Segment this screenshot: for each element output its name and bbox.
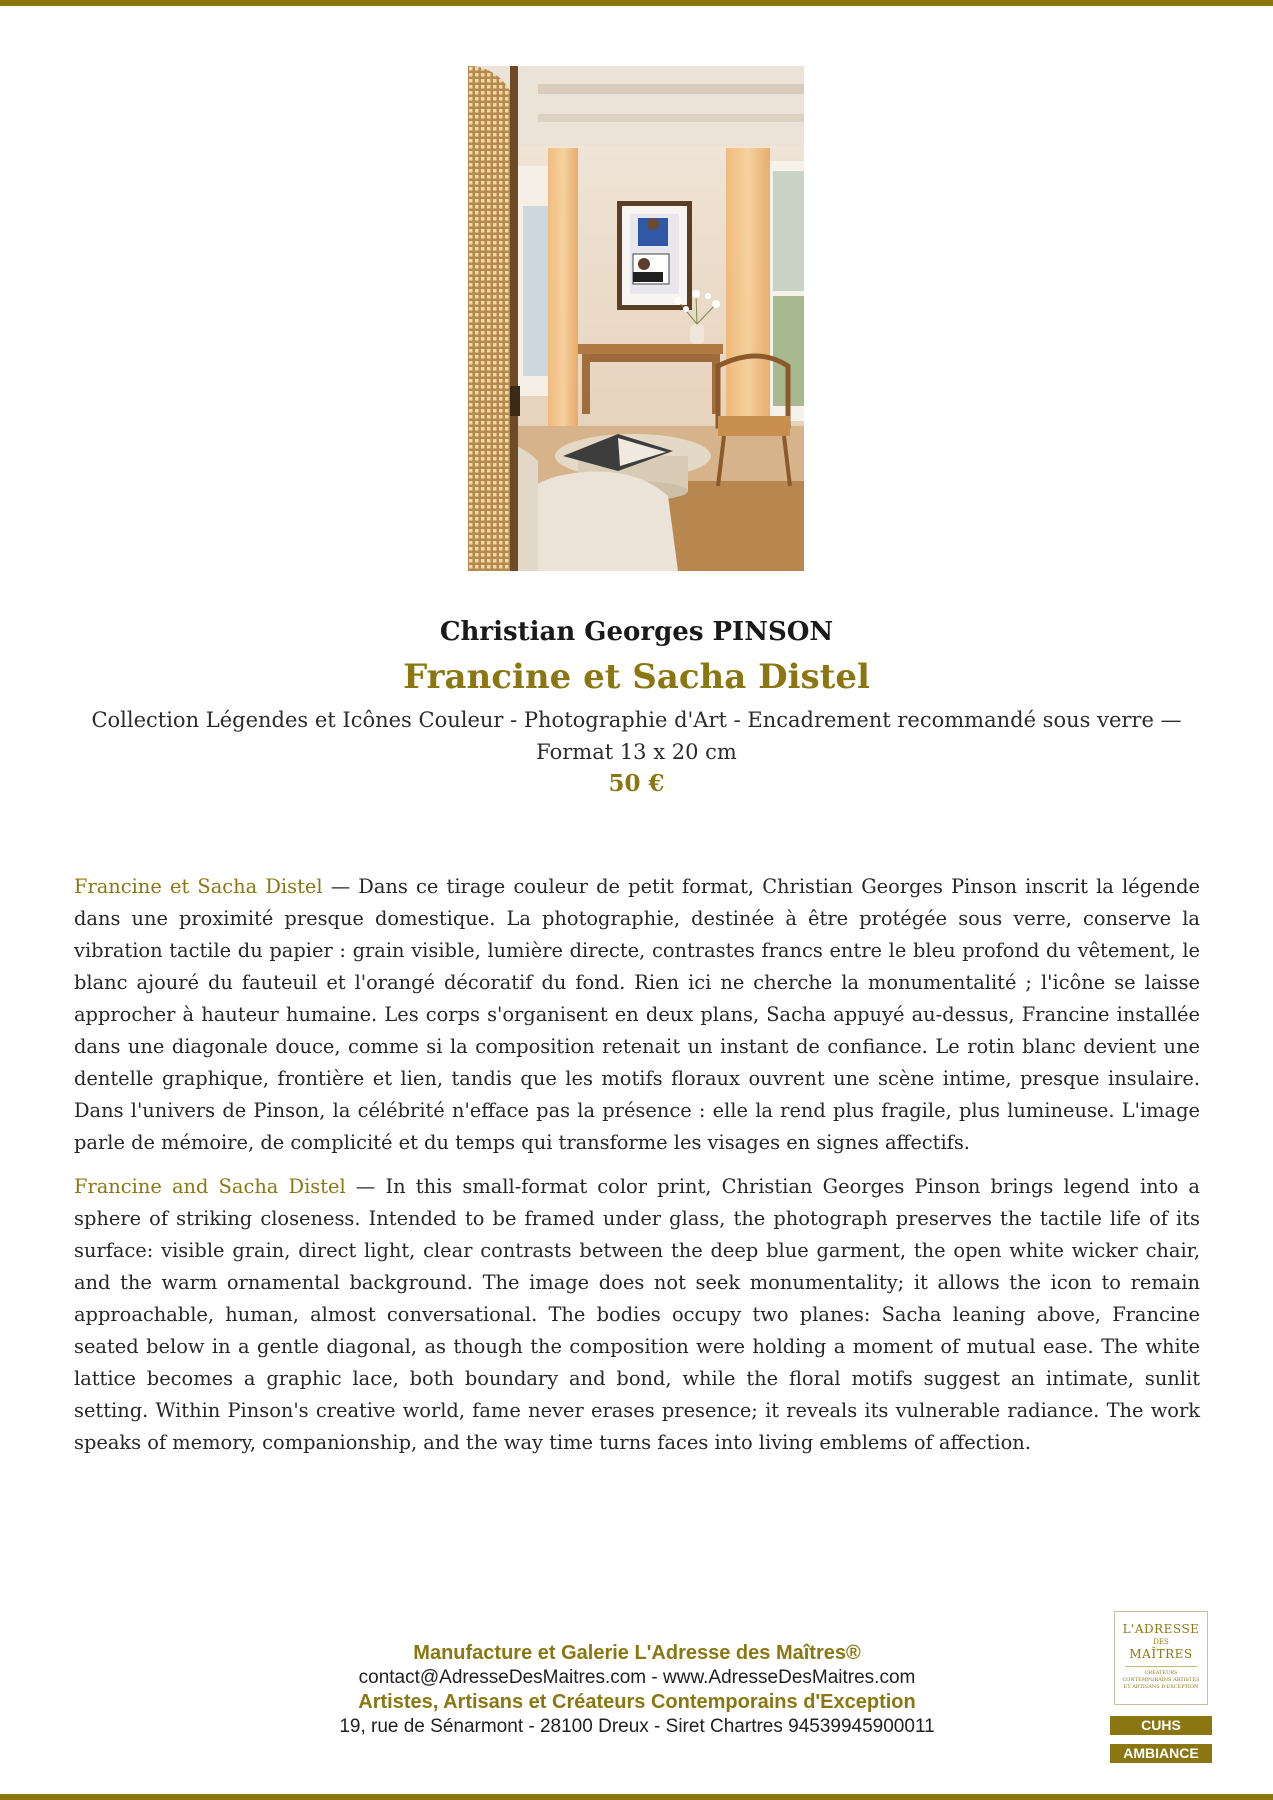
description-en-text: — In this small-format color print, Christian Georges Pinson brings legend into a sphere of striking closeness. Intended to be framed under glass, the photograph preserves the tactile life of its surface: visible grain, direct light, clear contrasts between the deep blue garment, the open white wicker chair, and the warm ornamental background. The image does not seek monumentality; it allows the icon to remain approachable, human, almost conversational. The bodies occupy two planes: Sacha leaning above, Francine seated below in a gentle diagonal, as though the composition were holding a moment of mutual ease. The white lattice becomes a graphic lace, both boundary and bond, while the floral motifs suggest an intimate, sunlit setting. Within Pinson's creative world, fame never erases presence; it reveals its vulnerable radiance. The work speaks of memory, companionship, and the way time turns faces into living emblems of affection. xyxy=(74,1175,1200,1454)
footer xyxy=(237,1641,1037,1739)
description-en-lead: Francine and Sacha Distel xyxy=(74,1175,346,1198)
artwork-header xyxy=(60,614,1213,800)
logo-line-2: DES xyxy=(1153,1638,1169,1646)
artwork-subtitle: Collection Légendes et Icônes Couleur - Photographie d'Art - Encadrement recommandé sous verre — Format 13 x 20 cm xyxy=(91,708,1182,764)
badge-ambiance: AMBIANCE xyxy=(1110,1744,1212,1763)
artwork-price: 50 € xyxy=(608,770,665,797)
interior-photo xyxy=(468,66,804,571)
description-fr xyxy=(74,871,1200,1159)
footer-tagline: Artistes, Artisans et Créateurs Contemporains d'Exception xyxy=(358,1691,916,1713)
logo-divider xyxy=(1125,1666,1197,1667)
logo-line-3: MAÎTRES xyxy=(1129,1647,1193,1661)
artist-name: Christian Georges PINSON xyxy=(439,617,834,647)
top-accent-bar xyxy=(0,0,1273,6)
logo-tagline: CRÉATEURS CONTEMPORAINS ARTISTES ET ARTISANS D'EXCEPTION xyxy=(1122,1670,1200,1690)
footer-address: 19, rue de Sénarmont - 28100 Dreux - Siret Chartres 94539945900011 xyxy=(339,1716,935,1737)
description-fr-text: — Dans ce tirage couleur de petit format, Christian Georges Pinson inscrit la légende dans une proximité presque domestique. La photographie, destinée à être protégée sous verre, conserve la vibration tactile du papier : grain visible, lumière directe, contrastes francs entre le bleu profond du vêtement, le blanc ajouré du fauteuil et l'orangé décoratif du fond. Rien ici ne cherche la monumentalité ; l'icône se laisse approcher à hauteur humaine. Les corps s'organisent en deux plans, Sacha appuyé au-dessus, Francine installée dans une diagonale douce, comme si la composition retenait un instant de confiance. Le rotin blanc devient une dentelle graphique, frontière et lien, tandis que les motifs floraux ouvrent une scène intime, presque insulaire. Dans l'univers de Pinson, la célébrité n'efface pas la présence : elle la rend plus fragile, plus lumineuse. L'image parle de mémoire, de complicité et du temps qui transforme les visages en signes affectifs. xyxy=(74,875,1200,1154)
bottom-accent-bar xyxy=(0,1794,1273,1800)
description-en xyxy=(74,1171,1200,1459)
footer-gallery-name: Manufacture et Galerie L'Adresse des Maîtres® xyxy=(413,1642,861,1664)
logo-line-1: L'ADRESSE xyxy=(1122,1622,1200,1636)
gallery-logo xyxy=(1114,1611,1208,1705)
badge-cuhs: CUHS xyxy=(1110,1716,1212,1735)
description xyxy=(74,871,1200,1471)
description-fr-lead: Francine et Sacha Distel xyxy=(74,875,323,898)
footer-contact: contact@AdresseDesMaitres.com - www.AdresseDesMaitres.com xyxy=(358,1667,916,1688)
artwork-title: Francine et Sacha Distel xyxy=(403,657,870,697)
